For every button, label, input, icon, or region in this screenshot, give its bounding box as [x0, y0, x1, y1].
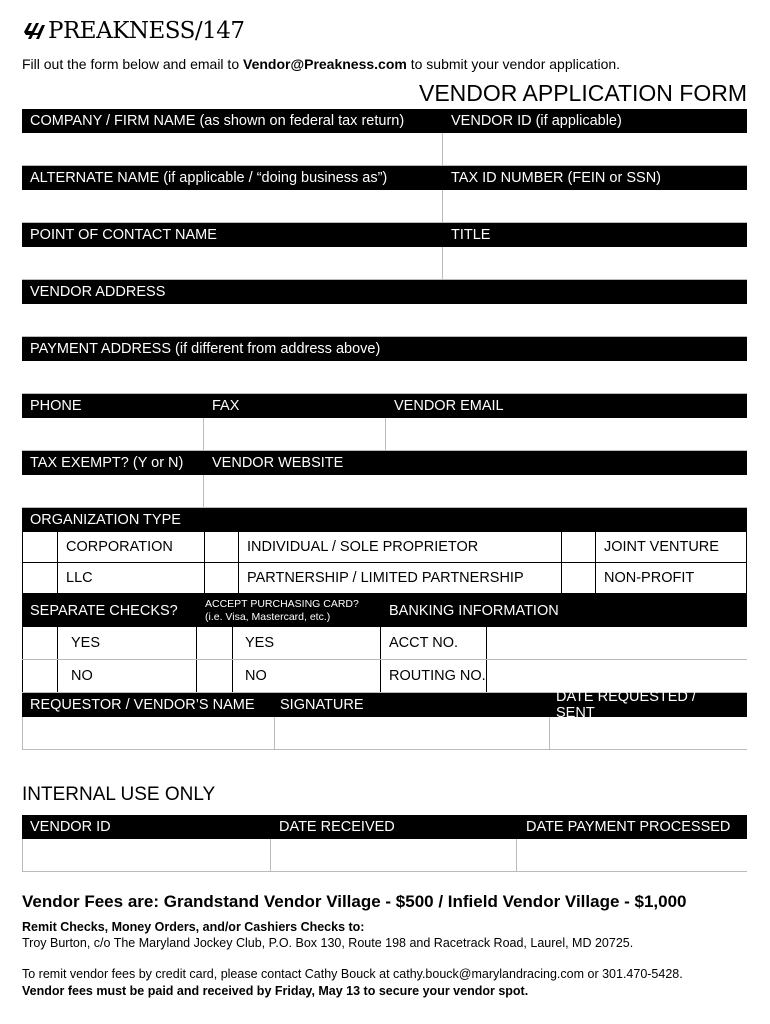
- payment-deadline: Vendor fees must be paid and received by Friday, May 13 to secure your vendor spot.: [22, 984, 529, 998]
- intro-text: Fill out the form below and email to Vendor@Preakness.com to submit your vendor application.: [22, 56, 621, 72]
- remit-heading: Remit Checks, Money Orders, and/or Cashiers Checks to:: [22, 920, 365, 934]
- vendor-email-link[interactable]: Vendor@Preakness.com: [243, 56, 407, 72]
- org-type-label: ORGANIZATION TYPE: [30, 512, 181, 528]
- brand-name: PREAKNESS/147: [48, 18, 245, 44]
- banking-info-label: BANKING INFORMATION: [389, 602, 559, 619]
- phone-label: PHONE: [30, 398, 82, 414]
- corporation-label: CORPORATION: [58, 532, 205, 562]
- remit-address: Troy Burton, c/o The Maryland Jockey Club, P.O. Box 130, Route 198 and Racetrack Road, Laurel, MD 20725.: [22, 936, 634, 950]
- corporation-checkbox[interactable]: [23, 532, 58, 562]
- date-requested-input[interactable]: [550, 717, 747, 749]
- tax-id-input[interactable]: [443, 190, 747, 222]
- joint-venture-label: JOINT VENTURE: [604, 539, 719, 555]
- joint-venture-checkbox[interactable]: [562, 532, 596, 562]
- vendor-id-label: VENDOR ID (if applicable): [451, 113, 622, 129]
- routing-no-input[interactable]: [487, 660, 747, 692]
- company-label: COMPANY / FIRM NAME (as shown on federal tax return): [30, 113, 405, 129]
- phone-input[interactable]: [22, 418, 204, 450]
- fax-input[interactable]: [204, 418, 386, 450]
- routing-no-label: ROUTING NO.: [381, 660, 487, 692]
- company-input[interactable]: [22, 133, 443, 165]
- tax-exempt-label: TAX EXEMPT? (Y or N): [30, 455, 184, 471]
- internal-use-title: INTERNAL USE ONLY: [22, 784, 216, 805]
- llc-checkbox[interactable]: [23, 563, 58, 593]
- separate-yes-checkbox[interactable]: [22, 627, 58, 659]
- credit-card-info: To remit vendor fees by credit card, please contact Cathy Bouck at cathy.bouck@marylandracing.com or 301.470-5428.: [22, 967, 683, 981]
- brand-logo: [22, 18, 245, 44]
- nonprofit-label: NON-PROFIT: [604, 570, 695, 586]
- separate-checks-label: SEPARATE CHECKS?: [30, 602, 178, 619]
- date-processed-label: DATE PAYMENT PROCESSED: [526, 819, 731, 835]
- form-title: VENDOR APPLICATION FORM: [418, 80, 747, 106]
- date-received-input[interactable]: [271, 839, 517, 871]
- date-processed-input[interactable]: [517, 839, 747, 871]
- individual-label: INDIVIDUAL / SOLE PROPRIETOR: [239, 532, 562, 562]
- website-input[interactable]: [204, 475, 747, 507]
- fax-label: FAX: [212, 398, 240, 414]
- tax-id-label: TAX ID NUMBER (FEIN or SSN): [451, 170, 661, 186]
- acct-no-input[interactable]: [487, 627, 747, 659]
- card-yes-label: YES: [233, 627, 381, 659]
- contact-input[interactable]: [22, 247, 443, 279]
- title-input[interactable]: [443, 247, 747, 279]
- card-yes-checkbox[interactable]: [197, 627, 233, 659]
- individual-checkbox[interactable]: [205, 532, 239, 562]
- partnership-label: PARTNERSHIP / LIMITED PARTNERSHIP: [239, 563, 562, 593]
- address-input[interactable]: [22, 304, 747, 336]
- tax-exempt-input[interactable]: [22, 475, 204, 507]
- payment-address-input[interactable]: [22, 361, 747, 393]
- nonprofit-checkbox[interactable]: [562, 563, 596, 593]
- email-input[interactable]: [386, 418, 747, 450]
- date-received-label: DATE RECEIVED: [279, 819, 395, 835]
- payment-address-label: PAYMENT ADDRESS (if different from address above): [30, 341, 381, 357]
- separate-no-label: NO: [58, 660, 197, 692]
- vendor-id-input[interactable]: [443, 133, 747, 165]
- separate-no-checkbox[interactable]: [22, 660, 58, 692]
- vendor-application-form: [22, 109, 747, 750]
- title-label: TITLE: [451, 227, 491, 243]
- website-label: VENDOR WEBSITE: [212, 455, 344, 471]
- alternate-name-label: ALTERNATE NAME (if applicable / “doing business as”): [30, 170, 388, 186]
- email-label: VENDOR EMAIL: [394, 398, 504, 414]
- company-header: [22, 109, 747, 133]
- separate-yes-label: YES: [58, 627, 197, 659]
- date-requested-label: DATE REQUESTED / SENT: [556, 689, 696, 721]
- vendor-fees: Vendor Fees are: Grandstand Vendor Village - $500 / Infield Vendor Village - $1,000: [22, 892, 687, 911]
- card-no-label: NO: [233, 660, 381, 692]
- signature-label: SIGNATURE: [280, 697, 364, 713]
- partnership-checkbox[interactable]: [205, 563, 239, 593]
- alternate-name-input[interactable]: [22, 190, 443, 222]
- card-no-checkbox[interactable]: [197, 660, 233, 692]
- acct-no-label: ACCT NO.: [381, 627, 487, 659]
- internal-vendor-id-input[interactable]: [22, 839, 271, 871]
- purchasing-card-label: ACCEPT PURCHASING CARD? (i.e. Visa, Mastercard, etc.): [205, 597, 359, 623]
- requestor-input[interactable]: [22, 717, 275, 749]
- address-label: VENDOR ADDRESS: [30, 284, 166, 300]
- internal-vendor-id-label: VENDOR ID: [30, 819, 111, 835]
- llc-label: LLC: [58, 563, 205, 593]
- requestor-label: REQUESTOR / VENDOR’S NAME: [30, 697, 255, 713]
- internal-use-section: [22, 815, 747, 872]
- signature-input[interactable]: [275, 717, 550, 749]
- horse-logo-icon: [22, 20, 46, 42]
- contact-label: POINT OF CONTACT NAME: [30, 227, 217, 243]
